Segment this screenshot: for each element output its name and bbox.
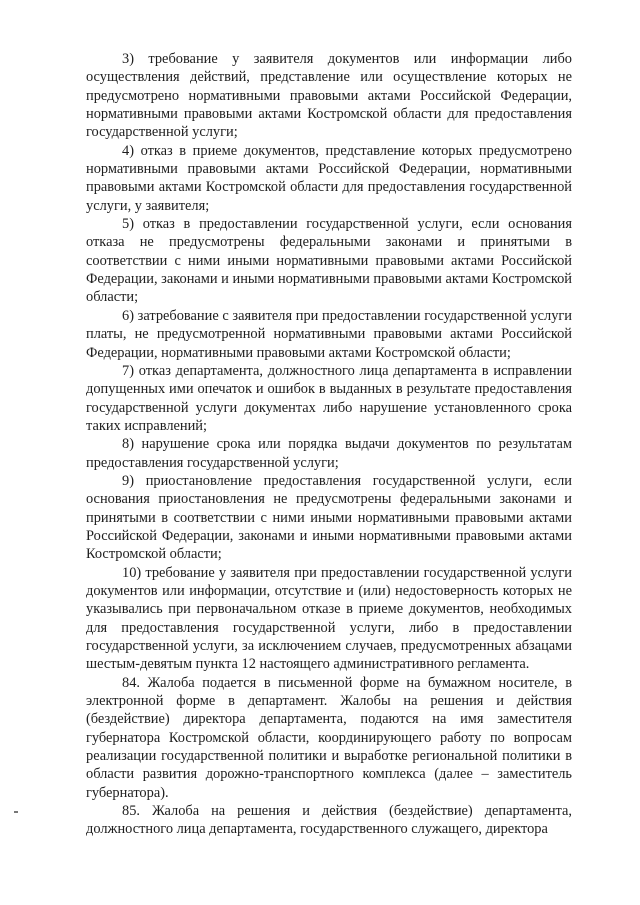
paragraph-84: 84. Жалоба подается в письменной форме на бумажном носителе, в электронной форме в департамент. Жалобы на решения и действия (бездействие) директора департамента, подаются на имя заместителя губернатора Костромской области, координирующего работу по вопросам реализации государственной политики и выработке региональной политики в области развития дорожно-транспортного комплекса (далее – заместитель губернатора). <box>86 674 572 801</box>
paragraph-item-8: 8) нарушение срока или порядка выдачи документов по результатам предоставления государственной услуги; <box>86 436 572 471</box>
paragraph-item-4: 4) отказ в приеме документов, представление которых предусмотрено нормативными правовыми актами Российской Федерации, нормативными правовыми актами Костромской области для предоставления государственной услуги, у заявителя; <box>86 142 572 214</box>
paragraph-item-10: 10) требование у заявителя при предоставлении государственной услуги документов или информации, отсутствие и (или) недостоверность которых не указывались при первоначальном отказе в приеме документов, необходимых для предоставления государственной услуги, либо в предоставлении государственной услуги, за исключением случаев, предусмотренных абзацами шестым-девятым пункта 12 настоящего административного регламента. <box>86 564 572 673</box>
paragraph-item-7: 7) отказ департамента, должностного лица департамента в исправлении допущенных ими опечаток и ошибок в выданных в результате предоставления государственной услуги документах либо нарушение установленного срока таких исправлений; <box>86 362 572 434</box>
document-body <box>86 50 572 839</box>
paragraph-item-9: 9) приостановление предоставления государственной услуги, если основания приостановления не предусмотрены федеральными законами и принятыми в соответствии с ними иными нормативными правовыми актами Российской Федерации, законами и иными нормативными правовыми актами Костромской области; <box>86 472 572 563</box>
paragraph-item-6: 6) затребование с заявителя при предоставлении государственной услуги платы, не предусмотренной нормативными правовыми актами Российской Федерации, нормативными правовыми актами Костромской области; <box>86 307 572 361</box>
paragraph-item-5: 5) отказ в предоставлении государственной услуги, если основания отказа не предусмотрены федеральными законами и принятыми в соответствии с ними иными нормативными правовыми актами Российской Федерации, законами и иными нормативными правовыми актами Костромской области; <box>86 216 572 306</box>
paragraph-85: 85. Жалоба на решения и действия (бездействие) департамента, должностного лица департамента, государственного служащего, директора <box>86 803 572 838</box>
paragraph-item-3: 3) требование у заявителя документов или информации либо осуществления действий, представление или осуществление которых не предусмотрено нормативными правовыми актами Российской Федерации, нормативными правовыми актами Костромской области для предоставления государственной услуги; <box>86 51 572 141</box>
scan-mark <box>14 811 18 813</box>
